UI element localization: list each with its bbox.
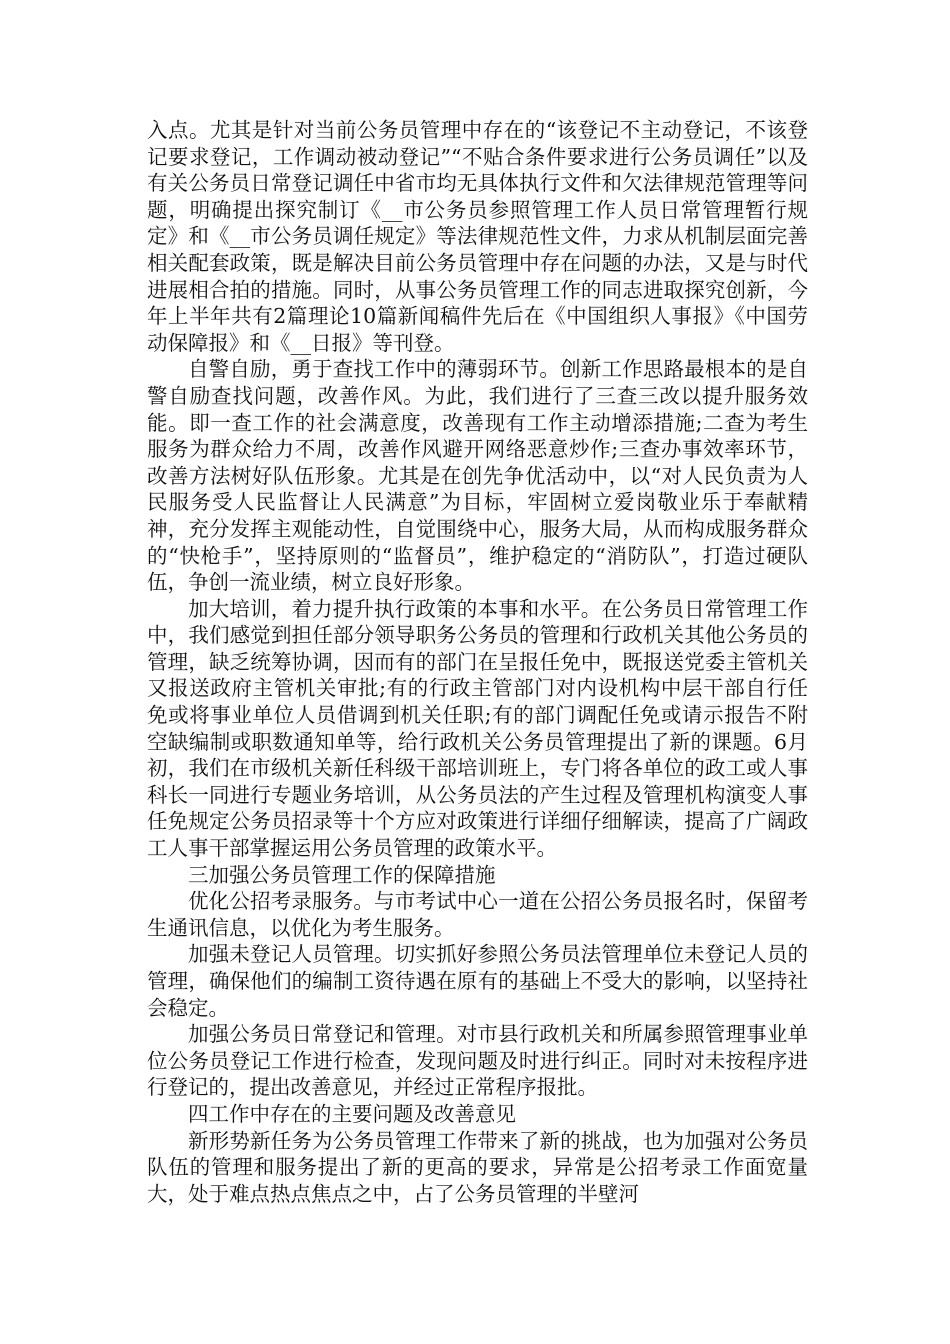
paragraph-new-challenges: 新形势新任务为公务员管理工作带来了新的挑战，也为加强对公务员队伍的管理和服务提出了新的更高的要求，异常是公招考录工作面宽量大，处于难点热点焦点之中，占了公务员管理的半壁河	[147, 1128, 808, 1206]
document-body	[147, 117, 808, 1207]
section-heading-problems: 四工作中存在的主要问题及改善意见	[188, 1101, 516, 1126]
paragraph-self-discipline: 自警自励，勇于查找工作中的薄弱环节。创新工作思路最根本的是自警自励查找问题，改善作风。为此，我们进行了三查三改以提升服务效能。即一查工作的社会满意度，改善现有工作主动增添措施;二查为考生服务为群众给力不周，改善作风避开网络恶意炒作;三查办事效率环节，改善方法树好队伍形象。尤其是在创先争优活动中，以“对人民负责为人民服务受人民监督让人民满意”为目标，牢固树立爱岗敬业乐于奉献精神，充分发挥主观能动性，自觉围绕中心，服务大局，从而构成服务群众的“快枪手”，坚持原则的“监督员”，维护稳定的“消防队”，打造过硬队伍，争创一流业绩，树立良好形象。	[147, 357, 808, 595]
section-heading-safeguards: 三加强公务员管理工作的保障措施	[188, 862, 496, 887]
paragraph-training: 加大培训，着力提升执行政策的本事和水平。在公务员日常管理工作中，我们感觉到担任部分领导职务公务员的管理和行政机关其他公务员的管理，缺乏统筹协调，因而有的部门在呈报任免中，既报送党委主管机关又报送政府主管机关审批;有的行政主管部门对内设机构中层干部自行任免或将事业单位人员借调到机关任职;有的部门调配任免或请示报告不附空缺编制或职数通知单等，给行政机关公务员管理提出了新的课题。6月初，我们在市级机关新任科级干部培训班上，专门将各单位的政工或人事科长一同进行专题业务培训，从公务员法的产生过程及管理机构演变人事任免规定公务员招录等十个方应对政策进行详细仔细解读，提高了广阔政工人事干部掌握运用公务员管理的政策水平。	[147, 596, 808, 861]
paragraph-daily-registration: 加强公务员日常登记和管理。对市县行政机关和所属参照管理事业单位公务员登记工作进行检查，发现问题及时进行纠正。同时对未按程序进行登记的，提出改善意见，并经过正常程序报批。	[147, 1022, 808, 1100]
paragraph-exam-service: 优化公招考录服务。与市考试中心一道在公招公务员报名时，保留考生通讯信息，以优化为考生服务。	[147, 889, 808, 940]
paragraph-1-continued: 入点。尤其是针对当前公务员管理中存在的“该登记不主动登记，不该登记要求登记，工作调动被动登记”“不贴合条件要求进行公务员调任”以及有关公务员日常登记调任中省市均无具体执行文件和欠法律规范管理等问题，明确提出探究制订《__市公务员参照管理工作人员日常管理暂行规定》和《__市公务员调任规定》等法律规范性文件，力求从机制层面完善相关配套政策，既是解决目前公务员管理中存在问题的办法，又是与时代进展相合拍的措施。同时，从事公务员管理工作的同志进取探究创新，今年上半年共有2篇理论10篇新闻稿件先后在《中国组织人事报》《中国劳动保障报》和《__日报》等刊登。	[147, 118, 808, 355]
paragraph-unregistered-staff: 加强未登记人员管理。切实抓好参照公务员法管理单位未登记人员的管理，确保他们的编制工资待遇在原有的基础上不受大的影响，以坚持社会稳定。	[147, 942, 808, 1020]
